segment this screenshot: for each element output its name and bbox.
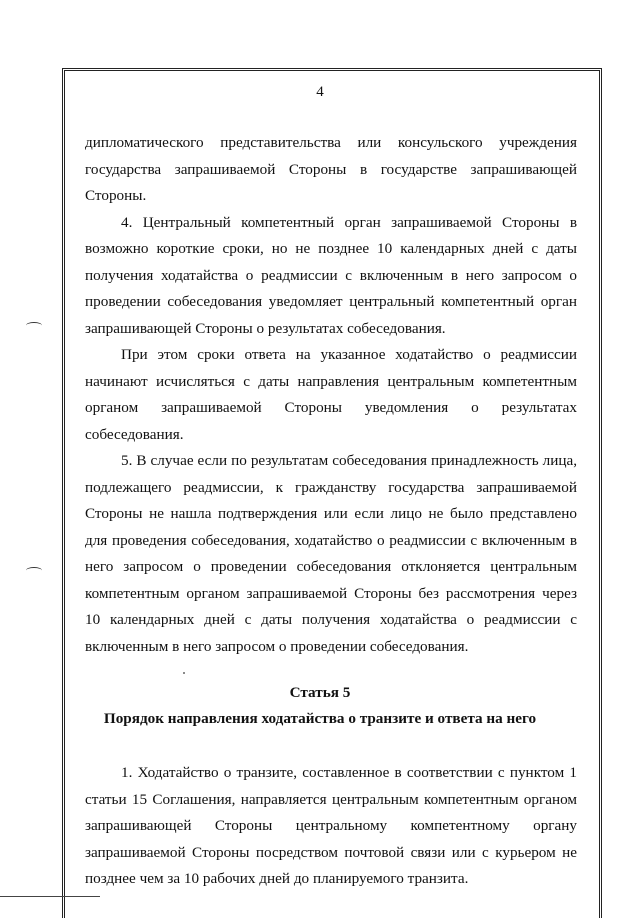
article-title: Порядок направления ходатайства о транзите и ответа на него [103,710,537,727]
scan-speck [183,672,185,674]
body-text-top [85,130,577,660]
paragraph-article5-1: 1. Ходатайство о транзите, составленное в соответствии с пунктом 1 статьи 15 Соглашения, направляется центральным компетентным органом запрашивающей Стороны центральному компетентному органу запрашиваемой Стороны посредством почтовой связи или с курьером не позднее чем за 10 рабочих дней до планируемого транзита. [85,764,577,887]
binding-hole-mark [26,322,42,329]
body-text-bottom [85,760,577,893]
paragraph-5: 5. В случае если по результатам собеседования принадлежность лица, подлежащего реадмиссии, к гражданству государства запрашиваемой Стороны не нашла подтверждения или если лицо не было представлено для проведения собеседования, ходатайство о реадмиссии с включенным в него запросом о проведении собеседования отклоняется центральным компетентным органом запрашиваемой Стороны без рассмотрения через 10 календарных дней с даты получения ходатайства о реадмиссии с включенным в него запросом о проведении собеседования. [85,452,577,655]
article-number: Статья 5 [289,684,351,701]
paragraph-4: 4. Центральный компетентный орган запрашиваемой Стороны в возможно короткие сроки, но не позднее 10 календарных дней с даты получения ходатайства о реадмиссии с включенным в него запросом о проведении собеседования уведомляет центральный компетентный орган запрашивающей Стороны о результатах собеседования. [85,213,577,337]
paragraph-continuation: дипломатического представительства или консульского учреждения государства запрашиваемой Стороны в государстве запрашивающей Стороны. [85,134,577,204]
paragraph-deadline: При этом сроки ответа на указанное ходатайство о реадмиссии начинают исчисляться с даты направления центральным компетентным органом запрашиваемой Стороны уведомления о результатах собеседования. [85,346,577,443]
page-number: 4 [316,84,324,100]
binding-hole-mark [26,567,42,574]
footer-line [0,896,100,897]
